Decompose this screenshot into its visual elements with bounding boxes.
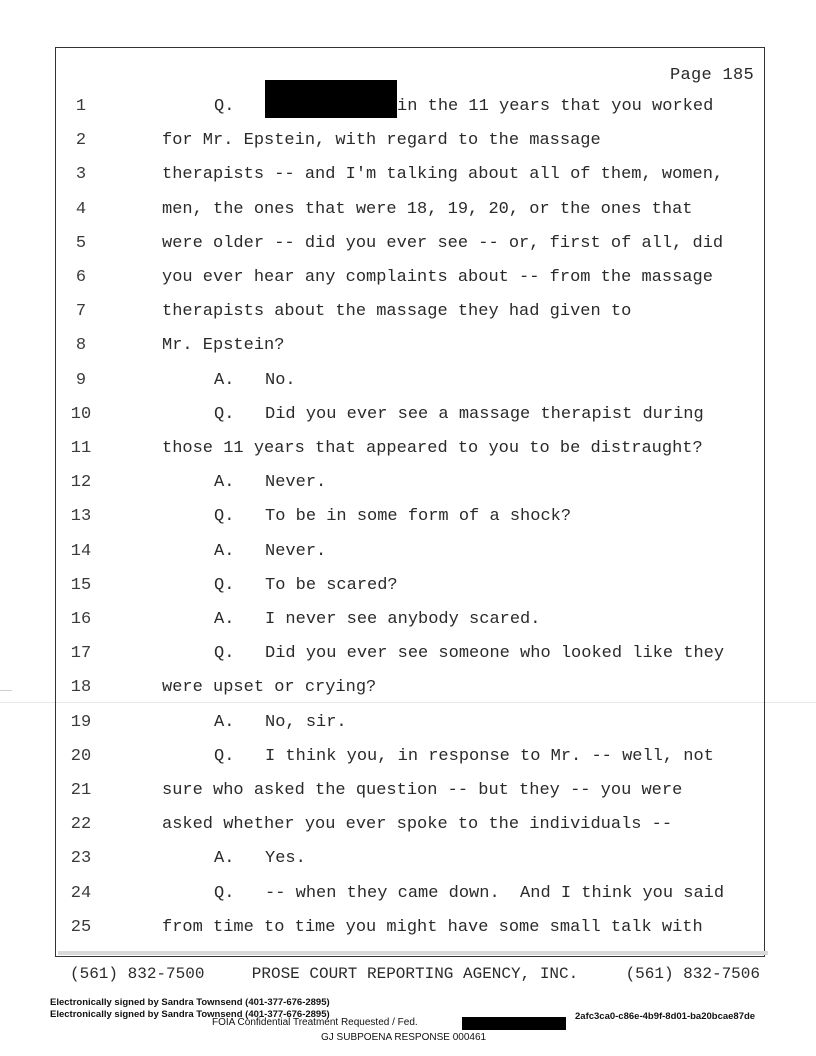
transcript-line (0, 842, 816, 876)
line-number: 16 (70, 610, 92, 629)
line-text: were upset or crying? (162, 678, 377, 698)
line-number: 25 (70, 917, 92, 937)
transcript-line (0, 671, 816, 705)
line-text: A. Never. (214, 473, 327, 493)
line-text: those 11 years that appeared to you to be distraught? (162, 439, 703, 458)
transcript-line (0, 637, 816, 671)
line-text: A. I never see anybody scared. (214, 610, 541, 629)
line-number: 4 (75, 199, 87, 219)
line-text: therapists about the massage they had given to (162, 302, 632, 322)
line-prefix: Q. (214, 97, 266, 116)
line-number: 12 (70, 473, 92, 493)
line-text: Q. Did you ever see someone who looked like they (214, 644, 725, 664)
line-text: A. Yes. (214, 849, 306, 869)
line-number: 13 (70, 507, 92, 527)
line-number: 23 (70, 849, 92, 869)
transcript-line (0, 569, 816, 603)
line-number: 19 (70, 712, 92, 732)
transcript-line (0, 774, 816, 808)
line-text: were older -- did you ever see -- or, first of all, did (162, 233, 724, 253)
line-text: Q. To be in some form of a shock? (214, 507, 572, 527)
transcript-line (0, 706, 816, 740)
line-number: 1 (75, 97, 87, 116)
line-number: 5 (75, 233, 87, 253)
line-number: 2 (75, 131, 87, 151)
line-text (214, 90, 713, 124)
line-text: Q. To be scared? (214, 575, 398, 595)
transcript-line (0, 877, 816, 911)
line-number: 14 (70, 541, 92, 561)
transcript-line (0, 158, 816, 192)
line-number: 11 (70, 439, 92, 458)
transcript-line (0, 193, 816, 227)
line-number: 21 (70, 781, 92, 800)
transcript-line (0, 808, 816, 842)
transcript-line (0, 261, 816, 295)
line-text: sure who asked the question -- but they -- you were (162, 781, 683, 800)
line-number: 24 (70, 883, 92, 903)
bates-number: GJ SUBPOENA RESPONSE 000461 (321, 1032, 487, 1043)
reporter-footer (70, 965, 760, 983)
transcript-line (0, 432, 816, 466)
line-text: you ever hear any complaints about -- from the massage (162, 268, 713, 287)
footer-phone-left: (561) 832-7500 (70, 965, 205, 983)
line-number: 17 (70, 644, 92, 664)
line-number: 9 (75, 370, 87, 390)
line-number: 8 (75, 336, 87, 356)
footer-phone-right: (561) 832-7506 (625, 965, 760, 983)
transcript-line (0, 124, 816, 158)
transcript-line (0, 911, 816, 945)
transcript-line (0, 603, 816, 637)
frame-shadow (58, 951, 768, 955)
signature-line-2: Electronically signed by Sandra Townsend (401-377-676-2895) (50, 1009, 330, 1020)
line-number: 10 (70, 404, 92, 424)
transcript-line (0, 740, 816, 774)
line-text: asked whether you ever spoke to the individuals -- (162, 815, 673, 835)
line-text: A. Never. (214, 541, 327, 561)
transcript-line (0, 364, 816, 398)
line-text: from time to time you might have some small talk with (162, 917, 703, 937)
line-number: 15 (70, 575, 92, 595)
line-number: 20 (70, 746, 92, 766)
line-text: men, the ones that were 18, 19, 20, or the ones that (162, 199, 693, 219)
line-text: A. No. (214, 370, 296, 390)
line-number: 3 (75, 165, 87, 185)
line-text: Q. Did you ever see a massage therapist during (214, 404, 704, 424)
transcript-line (0, 398, 816, 432)
line-text: therapists -- and I'm talking about all of them, women, (162, 165, 724, 185)
line-number: 6 (75, 268, 87, 287)
footer-agency-name: PROSE COURT REPORTING AGENCY, INC. (251, 965, 579, 983)
document-hash: 2afc3ca0-c86e-4b9f-8d01-ba20bcae87de (575, 1011, 756, 1022)
line-number: 22 (70, 815, 92, 835)
redaction-block (462, 1017, 566, 1030)
transcript-line (0, 90, 816, 124)
line-text: Q. I think you, in response to Mr. -- well, not (214, 746, 714, 766)
line-text: Mr. Epstein? (162, 336, 285, 356)
line-text: for Mr. Epstein, with regard to the massage (162, 131, 601, 151)
transcript-line (0, 535, 816, 569)
transcript-line (0, 295, 816, 329)
transcript-line (0, 500, 816, 534)
line-remainder: in the 11 years that you worked (397, 97, 714, 116)
transcript-line (0, 466, 816, 500)
transcript-line (0, 329, 816, 363)
line-text: A. No, sir. (214, 712, 347, 732)
transcript-line (0, 227, 816, 261)
line-number: 18 (70, 678, 92, 698)
page-number: Page 185 (669, 66, 754, 85)
signature-line-1: Electronically signed by Sandra Townsend (401-377-676-2895) (50, 997, 330, 1008)
redaction-block (265, 80, 397, 118)
line-text: Q. -- when they came down. And I think you said (214, 883, 725, 903)
foia-notice: FOIA Confidential Treatment Requested / Fed. (212, 1017, 418, 1028)
line-number: 7 (75, 302, 87, 322)
